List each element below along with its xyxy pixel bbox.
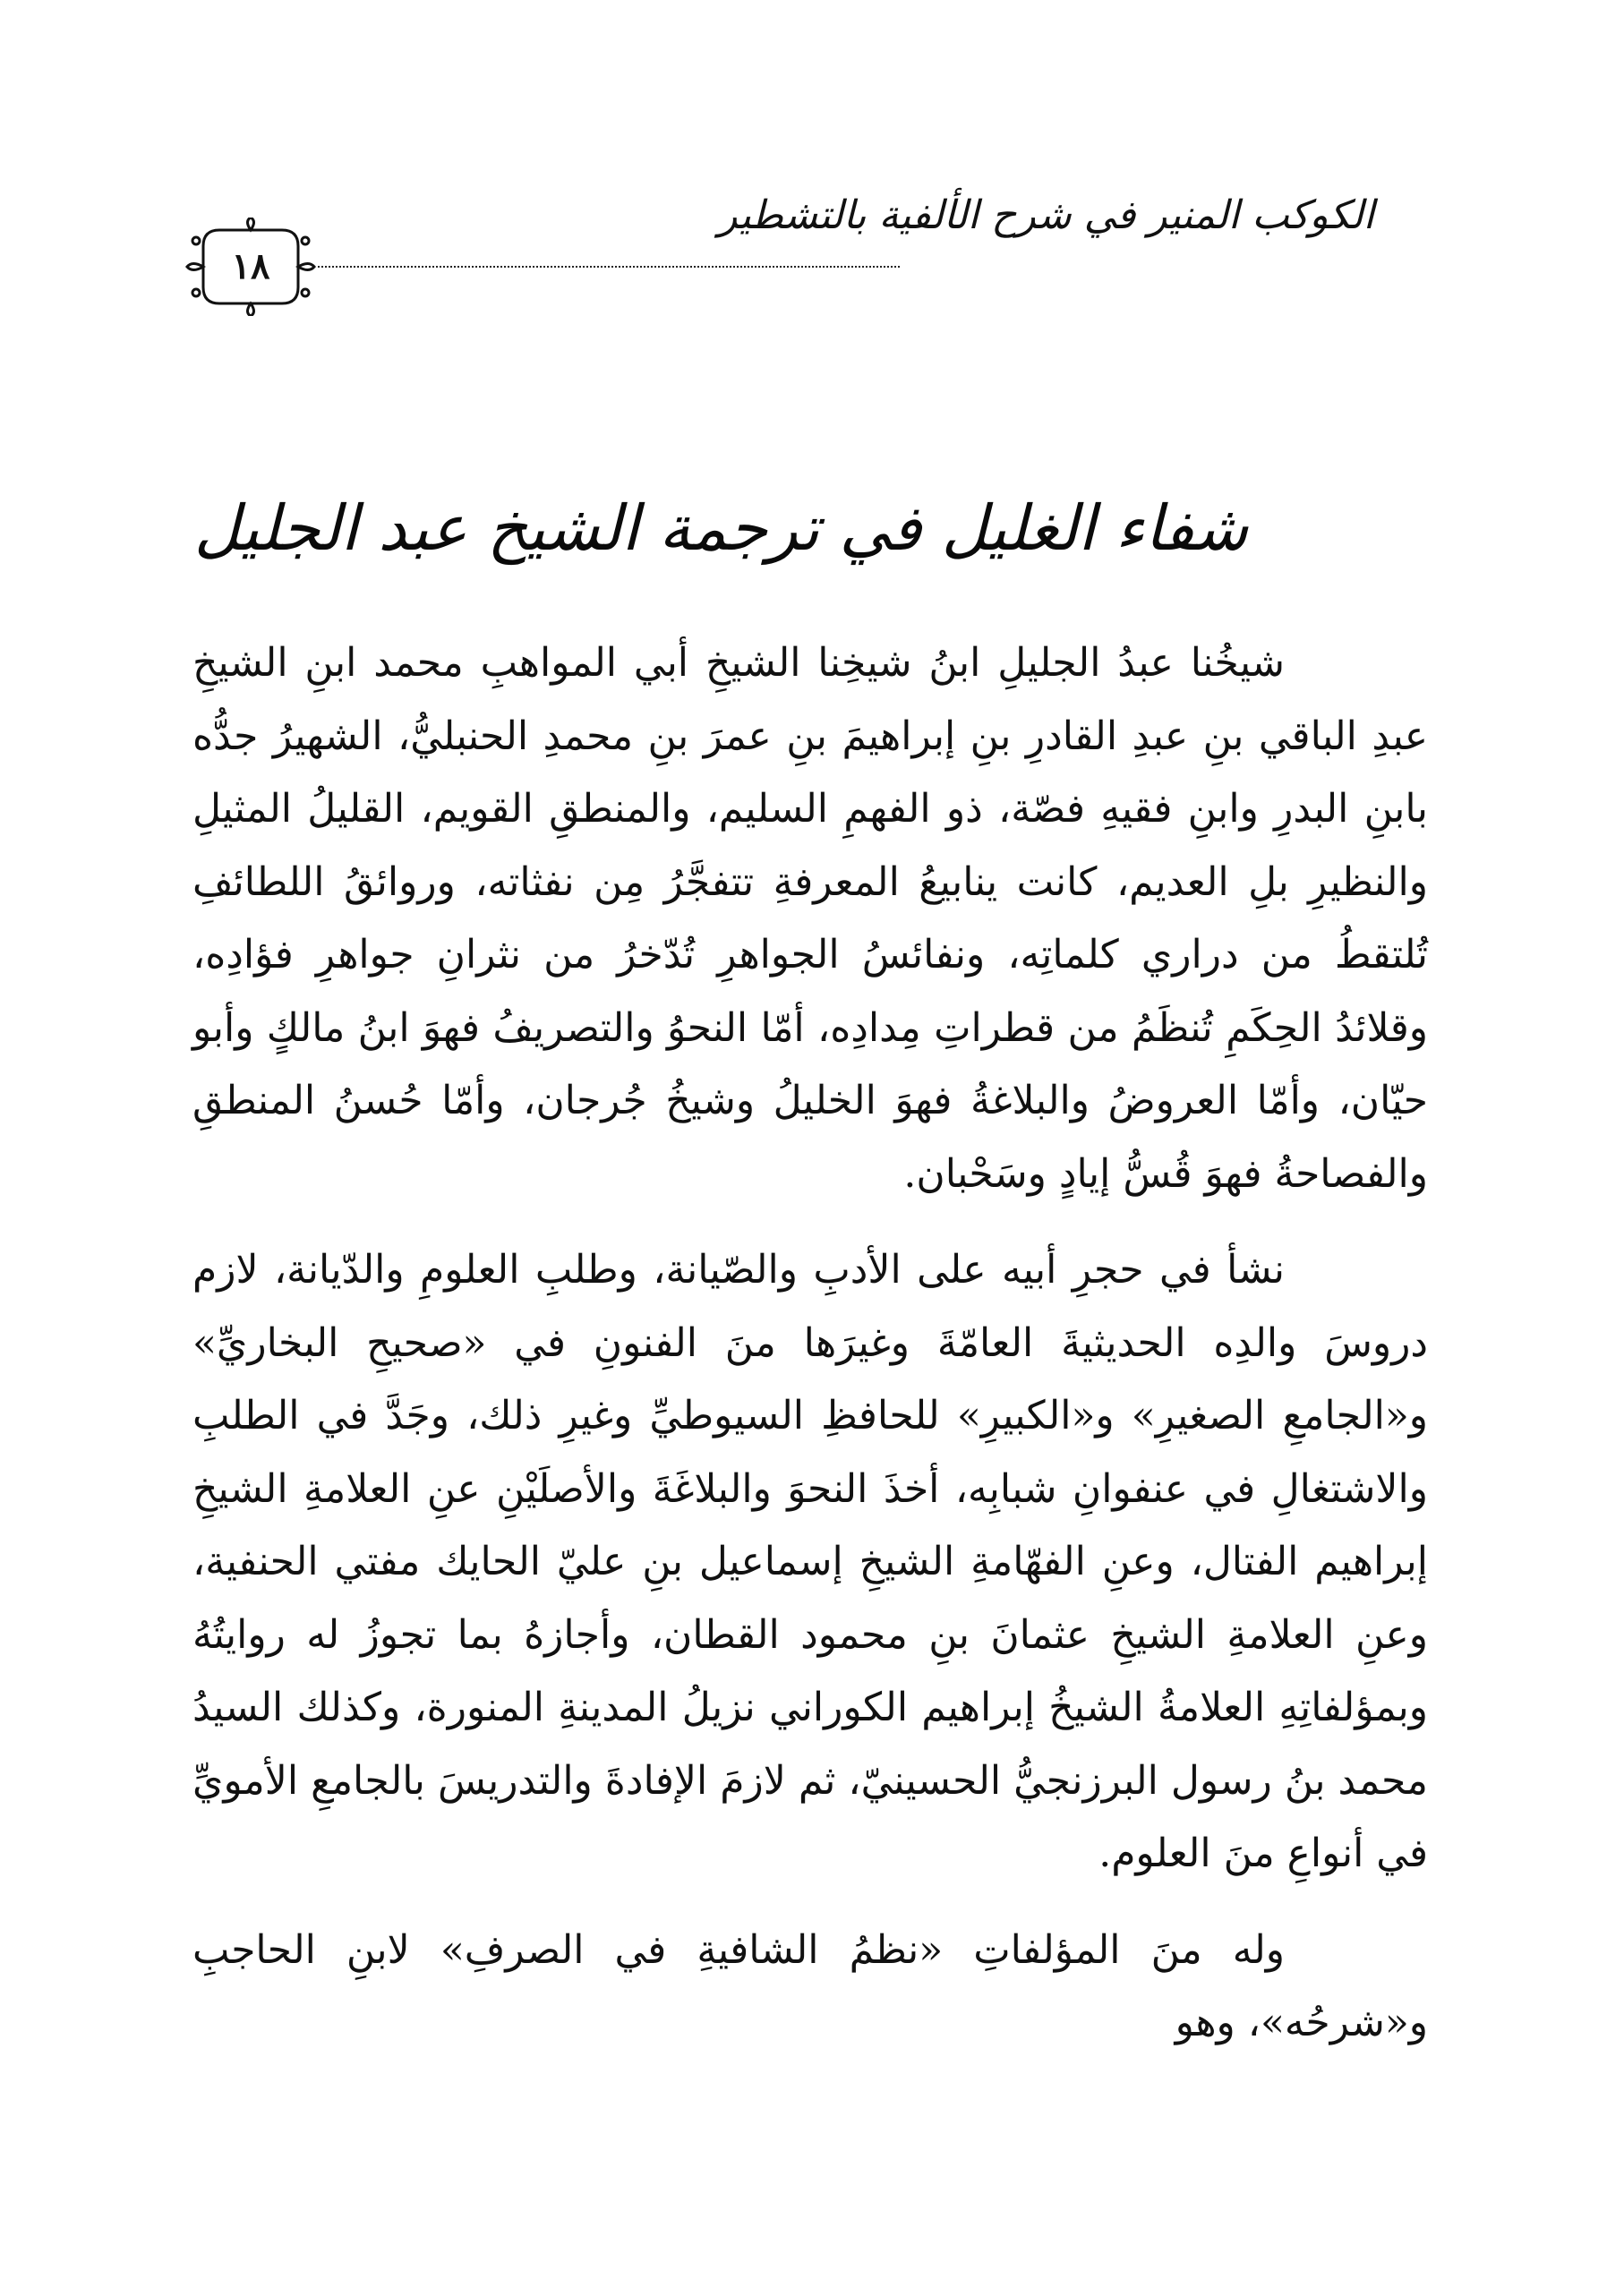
running-header bbox=[184, 192, 1374, 309]
header-dotted-rule bbox=[318, 266, 900, 268]
paragraph-works: وله منَ المؤلفاتِ «نظمُ الشافيةِ في الصرفِ» لابنِ الحاجبِ و«شرحُه»، وهو bbox=[192, 1926, 1428, 2045]
chapter-heading: شفاء الغليل في ترجمة الشيخ عبد الجليل bbox=[193, 491, 1248, 565]
running-header-book-title: الكوكب المنير في شرح الألفية بالتشطير bbox=[718, 192, 1374, 238]
page-number: ١٨ bbox=[231, 245, 270, 287]
paragraph-biography-intro: شيخُنا عبدُ الجليلِ ابنُ شيخِنا الشيخِ أبي المواهبِ محمد ابنِ الشيخِ عبدِ الباقي بنِ عبدِ القادرِ بنِ إبراهيمَ بنِ عمرَ بنِ محمدِ الحنبليُّ، الشهيرُ جدُّه بابنِ البدرِ وابنِ فقيهِ فصّة، ذو الفهمِ السليم، والمنطقِ القويم، القليلُ المثيلِ والنظيرِ بلِ العديم، كانت ينابيعُ المعرفةِ تتفجَّرُ مِن نفثاته، وروائقُ اللطائفِ تُلتقطُ من دراري كلماتِه، ونفائسُ الجواهرِ تُدّخرُ من نثرانِ جواهرِ فؤادِه، وقلائدُ الحِكَمِ تُنظَمُ من قطراتِ مِدادِه، أمّا النحوُ والتصريفُ فهوَ ابنُ مالكٍ وأبو حيّان، وأمّا العروضُ والبلاغةُ فهوَ الخليلُ وشيخُ جُرجان، وأمّا حُسنُ المنطقِ والفصاحةُ فهوَ قُسُّ إيادٍ وسَحْبان. bbox=[192, 640, 1428, 1197]
paragraph-upbringing-studies: نشأ في حجرِ أبيه على الأدبِ والصّيانة، وطلبِ العلومِ والدّيانة، لازم دروسَ والدِه الحديثيةَ العامّةَ وغيرَها منَ الفنونِ في «صحيحِ البخاريِّ» و«الجامعِ الصغيرِ» و«الكبيرِ» للحافظِ السيوطيِّ وغيرِ ذلك، وجَدَّ في الطلبِ والاشتغالِ في عنفوانِ شبابِه، أخذَ النحوَ والبلاغَةَ والأصلَيْنِ عنِ العلامةِ الشيخِ إبراهيم الفتال، وعنِ الفهّامةِ الشيخِ إسماعيل بنِ عليّ الحايك مفتي الحنفية، وعنِ العلامةِ الشيخِ عثمانَ بنِ محمود القطان، وأجازهُ بما تجوزُ له روايتُهُ وبمؤلفاتِهِ العلامةُ الشيخُ إبراهيم الكوراني نزيلُ المدينةِ المنورة، وكذلك السيدُ محمد بنُ رسول البرزنجيُّ الحسينيّ، ثم لازمَ الإفادةَ والتدريسَ بالجامعِ الأمويِّ في أنواعِ منَ العلوم. bbox=[192, 1247, 1428, 1876]
body-text bbox=[192, 627, 1428, 2060]
